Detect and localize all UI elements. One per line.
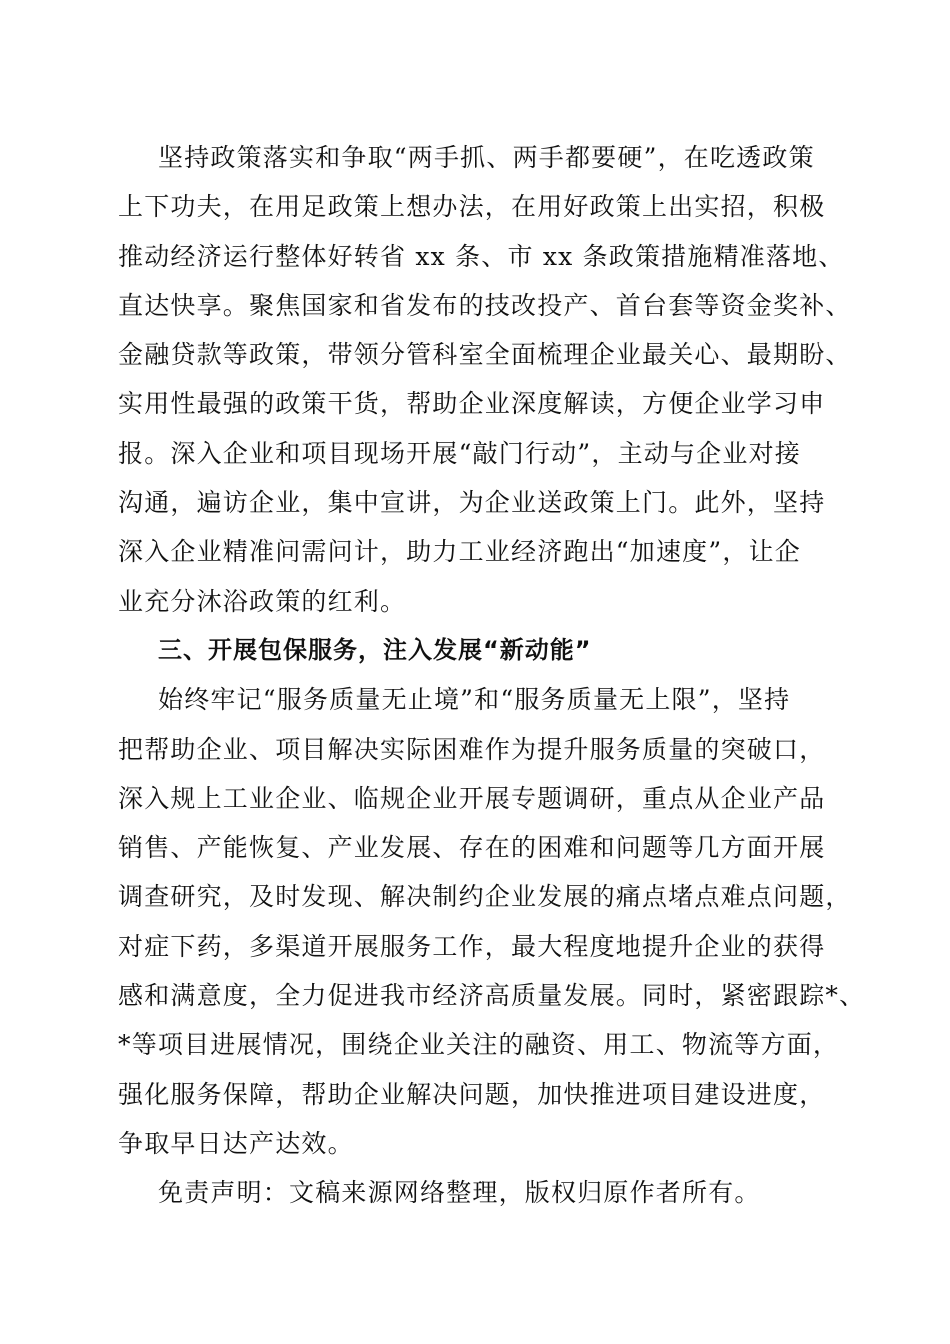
- paragraph-line: 强化服务保障，帮助企业解决问题，加快推进项目建设进度，: [118, 1079, 826, 1109]
- paragraph-line: 调查研究，及时发现、解决制约企业发展的痛点堵点难点问题，: [118, 882, 852, 912]
- paragraph-line: 对症下药，多渠道开展服务工作，最大程度地提升企业的获得: [118, 931, 826, 961]
- paragraph-line: 业充分沐浴政策的红利。: [118, 586, 407, 616]
- paragraph-line: 推动经济运行整体好转省 xx 条、市 xx 条政策措施精准落地、: [118, 241, 845, 271]
- paragraph-policy: [118, 133, 852, 626]
- paragraph-line: 坚持政策落实和争取“两手抓、两手都要硬”，在吃透政策: [158, 143, 815, 172]
- section-heading: 三、开展包保服务，注入发展“新动能”: [158, 635, 592, 664]
- paragraph-line: 沟通，遍访企业，集中宣讲，为企业送政策上门。此外，坚持: [118, 488, 826, 518]
- paragraph-line: 上下功夫，在用足政策上想办法，在用好政策上出实招，积极: [118, 192, 826, 222]
- document-body: [118, 133, 866, 1218]
- paragraph-line: 始终牢记“服务质量无止境”和“服务质量无上限”，坚持: [158, 685, 791, 715]
- paragraph-line: 金融贷款等政策，带领分管科室全面梳理企业最关心、最期盼、: [118, 340, 852, 370]
- paragraph-service: [118, 675, 866, 1168]
- paragraph-line: 深入企业精准问需问计，助力工业经济跑出“加速度”，让企: [118, 537, 801, 567]
- paragraph-line: 销售、产能恢复、产业发展、存在的困难和问题等几方面开展: [118, 833, 826, 863]
- paragraph-line: 深入规上工业企业、临规企业开展专题调研，重点从企业产品: [118, 783, 826, 813]
- paragraph-line: 报。深入企业和项目现场开展“敲门行动”，主动与企业对接: [118, 438, 801, 468]
- disclaimer-text: 免责声明：文稿来源网络整理，版权归原作者所有。: [158, 1178, 761, 1208]
- paragraph-line: 实用性最强的政策干货，帮助企业深度解读，方便企业学习申: [118, 389, 826, 419]
- paragraph-line: 争取早日达产达效。: [118, 1128, 354, 1158]
- paragraph-line: 感和满意度，全力促进我市经济高质量发展。同时，紧密跟踪*、: [118, 981, 866, 1011]
- paragraph-line: *等项目进展情况，围绕企业关注的融资、用工、物流等方面，: [118, 1030, 840, 1060]
- paragraph-line: 把帮助企业、项目解决实际困难作为提升服务质量的突破口，: [118, 734, 826, 764]
- paragraph-line: 直达快享。聚焦国家和省发布的技改投产、首台套等资金奖补、: [118, 290, 852, 320]
